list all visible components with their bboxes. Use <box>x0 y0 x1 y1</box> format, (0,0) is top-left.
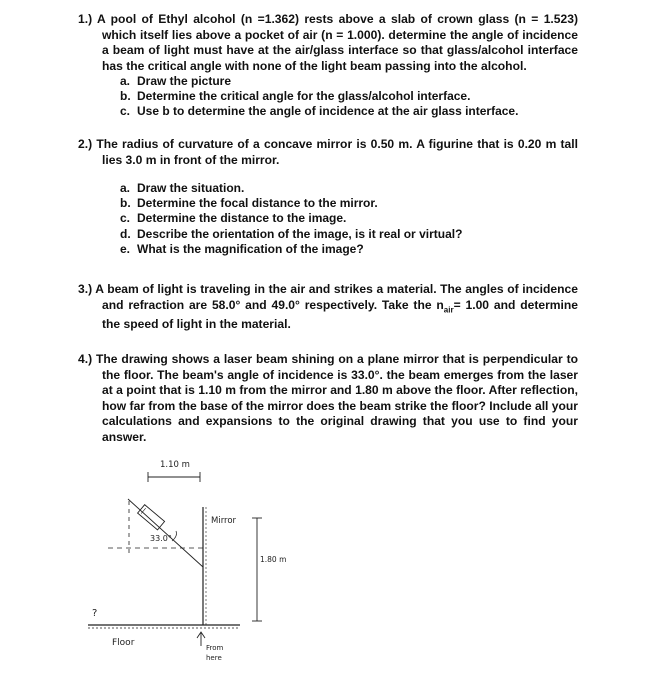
list-item: b. Determine the focal distance to the mirror. <box>120 196 378 211</box>
question-1-number: 1.) <box>78 12 93 26</box>
list-item: e. What is the magnification of the image? <box>120 241 364 256</box>
question-1-text: A pool of Ethyl alcohol (n =1.362) rests above a slab of crown glass (n = 1.523) which itself lies above a pocket of air (n = 1.000). determine the angle of incidence a beam of light must have at the air/glass interface so that glass/alcohol interface has the critical angle with none of the light beam passing into the alcohol. <box>97 12 578 73</box>
question-2-number: 2.) <box>78 137 93 151</box>
question-3-number: 3.) <box>78 282 93 296</box>
question-4-text: The drawing shows a laser beam shining on a plane mirror that is perpendicular to the floor. The beam's angle of incidence is 33.0°. the beam emerges from the laser at a point that is 1.10 m from the mirror and 1.80 m above the floor. After reflection, how far from the base of the mirror does the beam strike the floor? Include all your calculations and expansions to the original drawing that you use to find your answer. <box>96 352 578 444</box>
question-4-number: 4.) <box>78 352 93 366</box>
floor-label: Floor <box>112 638 135 648</box>
question-3 <box>78 282 578 333</box>
unknown-label: ? <box>92 608 98 619</box>
distance-label: 1.10 m <box>160 460 190 470</box>
question-1-items <box>120 74 578 120</box>
question-2-items <box>120 181 578 257</box>
question-3-text: A beam of light is traveling in the air and strikes a material. The angles of incidence and refraction are 58.0° and 49.0° respectively. Take the n <box>95 282 578 312</box>
laser <box>138 505 165 530</box>
list-item: c. Determine the distance to the image. <box>120 211 347 226</box>
list-item: d. Describe the orientation of the image, is it real or virtual? <box>120 226 463 241</box>
angle-label: 33.0° <box>150 534 172 543</box>
question-2 <box>78 137 578 257</box>
height-label: 1.80 m <box>260 555 287 564</box>
list-item: c. Use b to determine the angle of incidence at the air glass interface. <box>120 104 519 119</box>
laser-beam <box>128 499 203 567</box>
question-2-text: The radius of curvature of a concave mirror is 0.50 m. A figurine that is 0.20 m tall lies 3.0 m in front of the mirror. <box>96 137 578 167</box>
mirror-diagram <box>80 455 320 680</box>
question-1 <box>78 12 578 120</box>
question-3-text-end: = 1.00 and determine the speed of light in the material. <box>102 297 579 332</box>
question-3-subscript: air <box>443 304 454 314</box>
here-label: here <box>206 654 222 662</box>
mirror-label: Mirror <box>211 516 237 526</box>
list-item: a. Draw the picture <box>120 74 232 88</box>
list-item: b. Determine the critical angle for the glass/alcohol interface. <box>120 89 471 104</box>
from-label: From <box>206 644 224 652</box>
list-item: a. Draw the situation. <box>120 181 245 195</box>
question-4 <box>78 352 578 445</box>
